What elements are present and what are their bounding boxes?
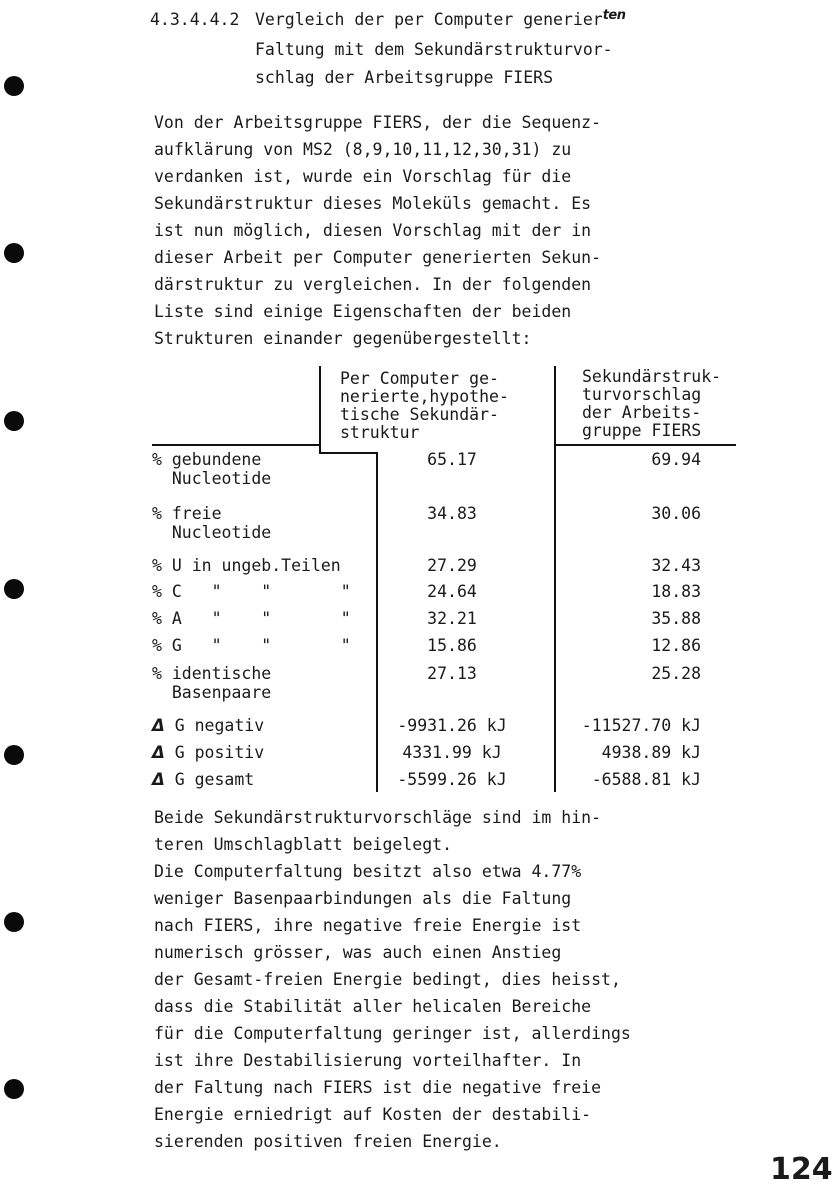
section-number: 4.3.4.4.2 — [150, 10, 240, 29]
binder-hole — [4, 243, 24, 263]
column-header-computer: Per Computer ge- nerierte,hypothe- tische Sekundär- struktur — [340, 369, 509, 442]
row-label: % gebundene Nucleotide — [152, 450, 272, 488]
closing-line: nach FIERS, ihre negative freie Energie ist — [154, 916, 582, 935]
row-label-text: G negativ — [174, 716, 265, 735]
intro-line: Von der Arbeitsgruppe FIERS, der die Sequenz- — [154, 113, 602, 132]
value-fiers: -6588.81 kJ — [591, 770, 701, 789]
intro-line: Liste sind einige Eigenschaften der beiden — [154, 302, 572, 321]
closing-line: ist ihre Destabilisierung vorteilhafter. In — [154, 1051, 582, 1070]
intro-line: verdanken ist, wurde ein Vorschlag für die — [154, 167, 572, 186]
closing-paragraph — [154, 804, 674, 1155]
table-header-rule — [152, 444, 320, 446]
value-computer: -5599.26 kJ — [397, 770, 507, 789]
closing-line: der Faltung nach FIERS ist die negative freie — [154, 1078, 602, 1097]
closing-line: Die Computerfaltung besitzt also etwa 4.77% — [154, 862, 582, 881]
row-label: % identische Basenpaare — [152, 664, 272, 702]
delta-symbol: Δ — [152, 743, 165, 762]
value-computer: 24.64 — [427, 582, 477, 601]
binder-hole — [4, 411, 24, 431]
value-computer: 15.86 — [427, 636, 477, 655]
intro-line: därstruktur zu vergleichen. In der folgenden — [154, 275, 592, 294]
value-fiers: 32.43 — [651, 556, 701, 575]
delta-symbol: Δ — [152, 716, 165, 735]
value-computer: 27.29 — [427, 556, 477, 575]
closing-line: Beide Sekundärstrukturvorschläge sind im hin- — [154, 808, 602, 827]
binder-hole — [4, 76, 24, 96]
delta-symbol: Δ — [152, 770, 165, 789]
row-label: % G " " " — [152, 636, 351, 655]
value-computer: -9931.26 kJ — [397, 716, 507, 735]
value-fiers: 25.28 — [651, 664, 701, 683]
table-header-rule — [554, 444, 736, 446]
value-computer: 4331.99 kJ — [402, 743, 502, 762]
row-label — [152, 743, 264, 762]
row-label: % C " " " — [152, 582, 351, 601]
value-fiers: -11527.70 kJ — [581, 716, 701, 735]
row-label-text: G positiv — [174, 743, 265, 762]
intro-line: aufklärung von MS2 (8,9,10,11,12,30,31) zu — [154, 140, 572, 159]
row-label: % A " " " — [152, 609, 351, 628]
row-label — [152, 716, 264, 735]
binder-hole — [4, 1079, 24, 1099]
table-column-rule — [319, 366, 321, 452]
closing-line: sierenden positiven freien Energie. — [154, 1132, 502, 1151]
binder-hole — [4, 912, 24, 932]
column-header-fiers: Sekundärstruk- turvorschlag der Arbeits- gruppe FIERS — [582, 367, 722, 440]
comparison-table — [152, 366, 736, 796]
page-number: 124 — [770, 1152, 833, 1187]
value-fiers: 18.83 — [651, 582, 701, 601]
value-computer: 34.83 — [427, 504, 477, 523]
value-computer: 27.13 — [427, 664, 477, 683]
heading-line-2: Faltung mit dem Sekundärstrukturvor- — [255, 40, 613, 59]
section-heading — [150, 6, 625, 92]
closing-line: weniger Basenpaarbindungen als die Faltung — [154, 889, 572, 908]
table-column-rule — [376, 452, 378, 792]
intro-line: Strukturen einander gegenübergestellt: — [154, 329, 532, 348]
value-fiers: 30.06 — [651, 504, 701, 523]
heading-line-3: schlag der Arbeitsgruppe FIERS — [255, 68, 554, 87]
closing-line: Energie erniedrigt auf Kosten der destabili- — [154, 1105, 592, 1124]
value-fiers: 4938.89 kJ — [601, 743, 701, 762]
table-header-rule — [319, 452, 377, 454]
intro-paragraph — [154, 109, 674, 352]
heading-line-1: Vergleich der per Computer generier — [255, 10, 603, 29]
closing-line: für die Computerfaltung geringer ist, allerdings — [154, 1024, 631, 1043]
intro-line: ist nun möglich, diesen Vorschlag mit der in — [154, 221, 592, 240]
binder-hole — [4, 579, 24, 599]
value-computer: 32.21 — [427, 609, 477, 628]
intro-line: Sekundärstruktur dieses Moleküls gemacht. Es — [154, 194, 592, 213]
closing-line: der Gesamt-freien Energie bedingt, dies heisst, — [154, 970, 621, 989]
row-label: % freie Nucleotide — [152, 504, 272, 542]
value-computer: 65.17 — [427, 450, 477, 469]
closing-line: numerisch grösser, was auch einen Anstieg — [154, 943, 562, 962]
value-fiers: 35.88 — [651, 609, 701, 628]
value-fiers: 69.94 — [651, 450, 701, 469]
row-label-text: G gesamt — [174, 770, 255, 789]
handwritten-correction: ten — [602, 8, 626, 23]
intro-line: dieser Arbeit per Computer generierten Sekun- — [154, 248, 602, 267]
closing-line: dass die Stabilität aller helicalen Bereiche — [154, 997, 592, 1016]
value-fiers: 12.86 — [651, 636, 701, 655]
row-label — [152, 770, 254, 789]
binder-hole — [4, 745, 24, 765]
closing-line: teren Umschlagblatt beigelegt. — [154, 835, 453, 854]
row-label: % U in ungeb.Teilen — [152, 556, 341, 575]
